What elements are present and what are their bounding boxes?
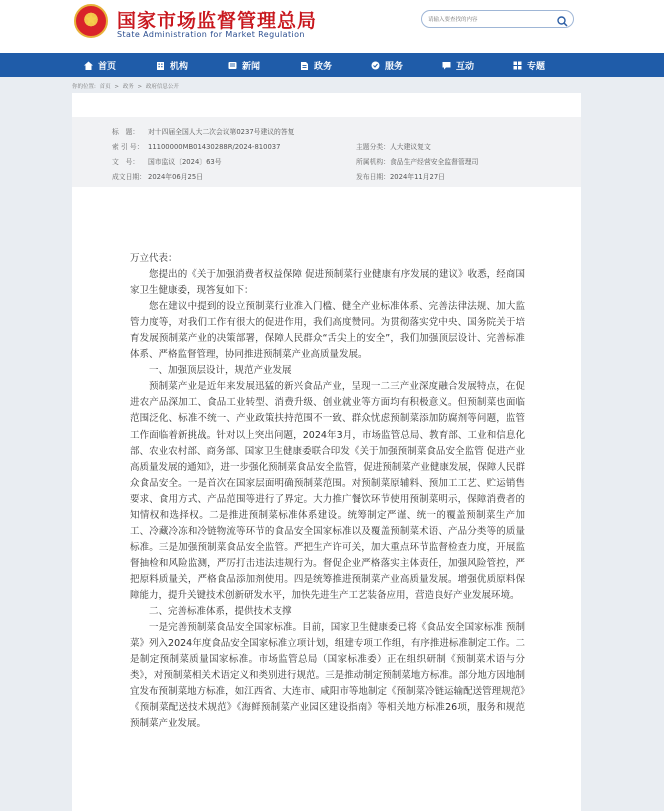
affairs-icon (299, 60, 310, 71)
nav-item-service[interactable] (370, 53, 403, 77)
search-box (421, 10, 574, 28)
breadcrumb-item-home[interactable]: 首页 (99, 84, 111, 90)
meta-topic (356, 141, 431, 151)
article-paragraph: 您在建议中提到的设立预制菜行业准入门槛、健全产业标准体系、完善法律法规、加大监管力度等，对我们工作有很大的促进作用，我们高度赞同。为贯彻落实党中央、国务院关于培育发展预制菜产业的决策部署，保障人民群众“舌尖上的安全”，我们加强顶层设计、完善标准体系、严格监督管理，协同推进预制菜产业高质量发展。 (130, 301, 525, 361)
nav-label: 新闻 (242, 61, 261, 72)
national-emblem-icon (74, 4, 108, 38)
site-subtitle: State Administration for Market Regulation (117, 30, 305, 39)
home-icon (83, 60, 94, 71)
nav-label: 政务 (314, 61, 333, 72)
article-body (130, 251, 525, 732)
search-input[interactable] (428, 13, 548, 26)
meta-label: 标 题： (112, 128, 140, 136)
meta-label: 主题分类： (356, 143, 390, 151)
nav-label: 专题 (527, 61, 546, 72)
section-heading: 二、完善标准体系，提供技术支撑 (149, 606, 292, 618)
meta-org (356, 156, 478, 166)
nav-item-home[interactable] (83, 53, 116, 77)
article-paragraph: 一是完善预制菜食品安全国家标准。目前，国家卫生健康委已将《食品安全国家标准 预制菜》列入2024年度食品安全国家标准立项计划，组建专项工作组，有序推进标准制定工作。二是制定预制菜质量国家标准。市场监管总局（国家标准委）正在组织研制《预制菜术语与分类》，对预制菜相关术语定义和类别进行规范。三是推动制定预制菜地方标准。部分地方因地制宜发布预制菜地方标准，如江西省、大连市、咸阳市等地制定《预制菜冷链运输配送管理规范》《预制菜配送技术规范》《海鲜预制菜产业园区建设指南》等相关地方标准26项，服务和规范预制菜产业发展。 (130, 622, 525, 730)
news-icon (227, 60, 238, 71)
meta-value: 11100000MB01430288R/2024-810037 (148, 143, 281, 151)
nav-item-news[interactable] (227, 53, 260, 77)
meta-index (112, 141, 280, 151)
meta-created (112, 171, 203, 181)
meta-title (112, 126, 294, 136)
section-heading: 一、加强顶层设计，规范产业发展 (149, 365, 292, 377)
meta-label: 所属机构： (356, 158, 390, 166)
breadcrumb-item-disclosure[interactable]: 政府信息公开 (145, 84, 179, 90)
article-paragraph: 您提出的《关于加强消费者权益保障 促进预制菜行业健康有序发展的建议》收悉，经商国家卫生健康委，现答复如下： (130, 269, 525, 297)
meta-published (356, 171, 445, 181)
breadcrumb-separator: > (137, 84, 143, 90)
nav-label: 互动 (456, 61, 475, 72)
meta-label: 索 引 号： (112, 143, 144, 151)
topic-icon (512, 60, 523, 71)
nav-item-interact[interactable] (441, 53, 474, 77)
nav-label: 机构 (170, 61, 189, 72)
meta-value: 2024年06月25日 (148, 173, 203, 181)
interact-icon (441, 60, 452, 71)
main-nav (0, 53, 664, 77)
article-paragraph: 预制菜产业是近年来发展迅猛的新兴食品产业，呈现一二三产业深度融合发展特点，在促进农产品深加工、食品工业转型、消费升级、创业就业等方面均有积极意义。但预制菜也面临范围泛化、标准不统一、产业政策扶持范围不一致、群众忧虑预制菜添加防腐剂等问题，监管工作面临着新挑战。针对以上突出问题，2024年3月，市场监管总局、教育部、工业和信息化部、农业农村部、商务部、国家卫生健康委联合印发《关于加强预制菜食品安全监管 促进产业高质量发展的通知》，进一步强化预制菜食品安全监管，促进预制菜产业健康发展，保障人民群众食品安全。一是首次在国家层面明确预制菜范围。对预制菜原辅料、预加工工艺、贮运销售要求、食用方式、产品范围等进行了界定。大力推广餐饮环节使用预制菜明示，保障消费者的知情权和选择权。二是推进预制菜标准体系建设。统筹制定严谨、统一的覆盖预制菜生产加工、冷藏冷冻和冷链物流等环节的食品安全国家标准以及覆盖预制菜术语、产品分类等的质量标准。三是加强预制菜食品安全监管。严把生产许可关，加大重点环节监督检查力度，开展监督抽检和风险监测，严厉打击违法违规行为。督促企业严格落实主体责任，加强风险管控，严把原料质量关，严格食品添加剂使用。四是统筹推进预制菜产业高质量发展。增强优质原料保障能力，提升关键技术创新研发水平，加快先进生产工艺装备应用，营造良好产业发展环境。 (130, 381, 525, 601)
content-panel (72, 93, 581, 811)
nav-label: 首页 (98, 61, 117, 72)
meta-value: 国市监议〔2024〕63号 (148, 158, 222, 166)
meta-value: 人大建议复文 (389, 143, 431, 151)
breadcrumb-separator: > (114, 84, 119, 90)
document-meta (72, 117, 581, 187)
meta-value: 对十四届全国人大二次会议第0237号建议的答复 (148, 128, 295, 136)
nav-item-topic[interactable] (512, 53, 545, 77)
article-greeting: 万立代表： (130, 253, 178, 264)
service-icon (370, 60, 381, 71)
site-header (0, 0, 664, 53)
meta-value: 食品生产经营安全监督管理司 (389, 158, 479, 166)
meta-label: 成文日期： (112, 173, 146, 181)
search-icon (556, 15, 569, 28)
nav-item-agency[interactable] (155, 53, 188, 77)
meta-value: 2024年11月27日 (389, 173, 445, 181)
site-title[interactable]: 国家市场监督管理总局 (117, 10, 318, 32)
meta-label: 发布日期： (356, 173, 390, 181)
building-icon (155, 60, 166, 71)
meta-docno (112, 156, 222, 166)
breadcrumb-prefix: 你的位置: (72, 84, 96, 90)
breadcrumb (72, 82, 181, 90)
search-button[interactable] (556, 13, 569, 26)
meta-label: 文 号： (112, 158, 140, 166)
nav-item-affairs[interactable] (299, 53, 332, 77)
breadcrumb-item-affairs[interactable]: 政务 (122, 84, 134, 90)
nav-label: 服务 (385, 61, 404, 72)
